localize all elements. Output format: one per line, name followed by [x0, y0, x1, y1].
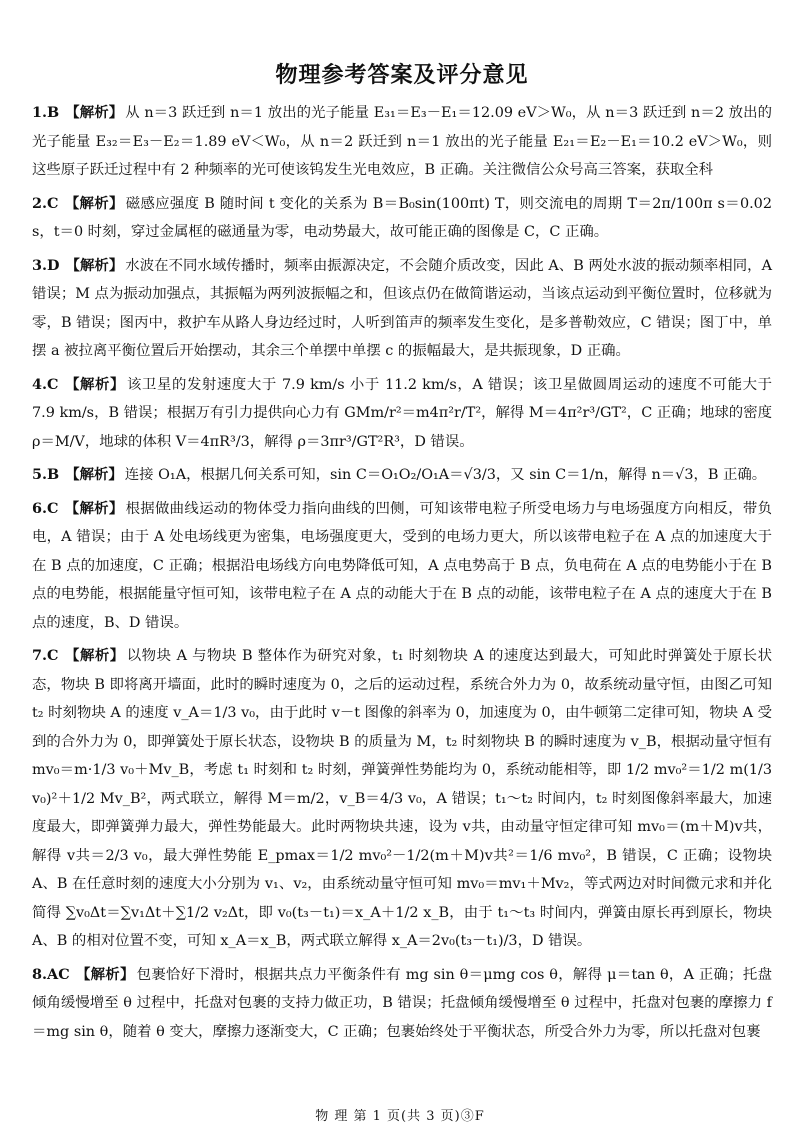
analysis-tag: 【解析】: [65, 104, 124, 121]
answer-number: 8.AC: [32, 965, 70, 983]
answer-number: 7.C: [32, 647, 59, 664]
analysis-tag: 【解析】: [75, 965, 135, 983]
answer-item-1: [32, 99, 772, 185]
answer-number: 5.B: [32, 466, 60, 483]
answer-item-3: [32, 252, 772, 366]
analysis-tag: 【解析】: [64, 499, 124, 517]
answer-text: 水波在不同水域传播时，频率由振源决定，不会随介质改变，因此 A、B 两处水波的振动频率相同，A 错误；M 点为振动加强点，其振幅为两列波振幅之和，但该点仍在做简谐运动，当该点运动到平衡位置时，位移就为零，B 错误；图丙中，救护车从路人身边经过时，人听到笛声的频率发生变化，是多普勒效应，C 错误；图丁中，单摆 a 被拉离平衡位置后开始摆动，其余三个单摆中单摆 c 的振幅最大，是共振现象，D 正确。: [32, 257, 772, 359]
analysis-tag: 【解析】: [65, 466, 123, 483]
answer-text: 该卫星的发射速度大于 7.9 km/s 小于 11.2 km/s，A 错误；该卫星做圆周运动的速度不可能大于 7.9 km/s，B 错误；根据万有引力提供向心力有 GMm/r²＝m4π²r/T²，解得 M＝4π²r³/GT²，C 正确；地球的密度 ρ＝M/V，地球的体积 V＝4πR³/3，解得 ρ＝3πr³/GT²R³，D 错误。: [32, 376, 772, 450]
answer-text: 以物块 A 与物块 B 整体作为研究对象，t₁ 时刻物块 A 的速度达到最大，可知此时弹簧处于原长状态，物块 B 即将离开墙面，此时的瞬时速度为 0，之后的运动过程，系统合外力为 0，故系统动量守恒，由图乙可知 t₂ 时刻物块 A 的速度 v_A＝1/3 v₀，由于此时 v－t 图像的斜率为 0，加速度为 0，由牛顿第二定律可知，物块 A 受到的合外力为 0，即弹簧处于原长状态，设物块 B 的质量为 M，t₂ 时刻物块 B 的瞬时速度为 v_B，根据动量守恒有 mv₀＝m·1/3 v₀＋Mv_B，考虑 t₁ 时刻和 t₂ 时刻，弹簧弹性势能均为 0，系统动能相等，即 1/2 mv₀²＝1/2 m(1/3 v₀)²＋1/2 Mv_B²，两式联立，解得 M＝m/2，v_B＝4/3 v₀，A 错误；t₁～t₂ 时间内，t₂ 时刻图像斜率最大，加速度最大，即弹簧弹力最大，弹性势能最大。此时两物块共速，设为 v共，由动量守恒定律可知 mv₀＝(m＋M)v共，解得 v共＝2/3 v₀，最大弹性势能 E_pmax＝1/2 mv₀²－1/2(m＋M)v共²＝1/6 mv₀²，B 错误，C 正确；设物块 A、B 在任意时刻的速度大小分别为 v₁、v₂，由系统动量守恒可知 mv₀＝mv₁＋Mv₂，等式两边对时间微元求和并化简得 ∑v₀Δt＝∑v₁Δt＋∑1/2 v₂Δt，即 v₀(t₃－t₁)＝x_A＋1/2 x_B，由于 t₁～t₃ 时间内，弹簧由原长再到原长，物块 A、B 的相对位置不变，可知 x_A＝x_B，两式联立解得 x_A＝2v₀(t₃－t₁)/3，D 错误。: [32, 648, 772, 949]
analysis-tag: 【解析】: [64, 647, 125, 664]
answer-text: 从 n＝3 跃迁到 n＝1 放出的光子能量 E₃₁＝E₃－E₁＝12.09 eV＞W₀，从 n＝3 跃迁到 n＝2 放出的光子能量 E₃₂＝E₃－E₂＝1.89 eV＜W₀，从 n＝2 跃迁到 n＝1 放出的光子能量 E₂₁＝E₂－E₁＝10.2 eV＞W₀，则这些原子跃迁过程中有 2 种频率的光可使该钨发生光电效应，B 正确。关注微信公众号高三答案，获取全科: [32, 105, 772, 178]
answer-item-6: [32, 495, 772, 638]
answer-item-2: [32, 190, 772, 247]
answer-number: 6.C: [32, 499, 59, 517]
answer-number: 3.D: [32, 256, 60, 274]
answer-text: 根据做曲线运动的物体受力指向曲线的凹侧，可知该带电粒子所受电场力与电场强度方向相反，带负电，A 错误；由于 A 处电场线更为密集，电场强度更大，受到的电场力更大，所以该带电粒子在 A 点的加速度大于在 B 点的加速度，C 正确；根据沿电场线方向电势降低可知，A 点电势高于 B 点，负电荷在 A 点的电势能小于在 B 点的电势能，根据能量守恒可知，该带电粒子在 A 点的动能大于在 B 点的动能，该带电粒子在 A 点的速度大于在 B 点的速度，B、D 错误。: [32, 500, 772, 631]
page-title: 物理参考答案及评分意见: [275, 63, 529, 88]
answer-number: 2.C: [32, 194, 59, 212]
page-footer: 物 理 第 1 页(共 3 页)③F: [315, 1109, 485, 1124]
answer-text: 连接 O₁A，根据几何关系可知，sin C＝O₁O₂/O₁A＝√3/3，又 sin C＝1/n，解得 n＝√3，B 正确。: [124, 467, 767, 483]
answer-item-4: [32, 371, 772, 457]
answer-item-8: [32, 961, 772, 1047]
analysis-tag: 【解析】: [64, 194, 124, 212]
answer-item-5: [32, 461, 772, 490]
answer-number: 1.B: [32, 104, 60, 121]
answer-text: 包裹恰好下滑时，根据共点力平衡条件有 mg sin θ＝μmg cos θ，解得 μ＝tan θ，A 正确；托盘倾角缓慢增至 θ 过程中，托盘对包裹的支持力做正功，B 错误；托盘倾角缓慢增至 θ 过程中，托盘对包裹的摩擦力 f＝mg sin θ，随着 θ 变大，摩擦力逐渐变大，C 正确；包裹始终处于平衡状态，所受合外力为零，所以托盘对包裹: [32, 966, 772, 1040]
answer-number: 4.C: [32, 375, 59, 393]
analysis-tag: 【解析】: [64, 375, 126, 393]
analysis-tag: 【解析】: [65, 256, 124, 274]
answer-item-7: [32, 642, 772, 956]
answer-text: 磁感应强度 B 随时间 t 变化的关系为 B＝B₀sin(100πt) T，则交流电的周期 T＝2π/100π s＝0.02 s，t＝0 时刻，穿过金属框的磁通量为零，电动势最大，故可能正确的图像是 C，C 正确。: [32, 195, 772, 240]
